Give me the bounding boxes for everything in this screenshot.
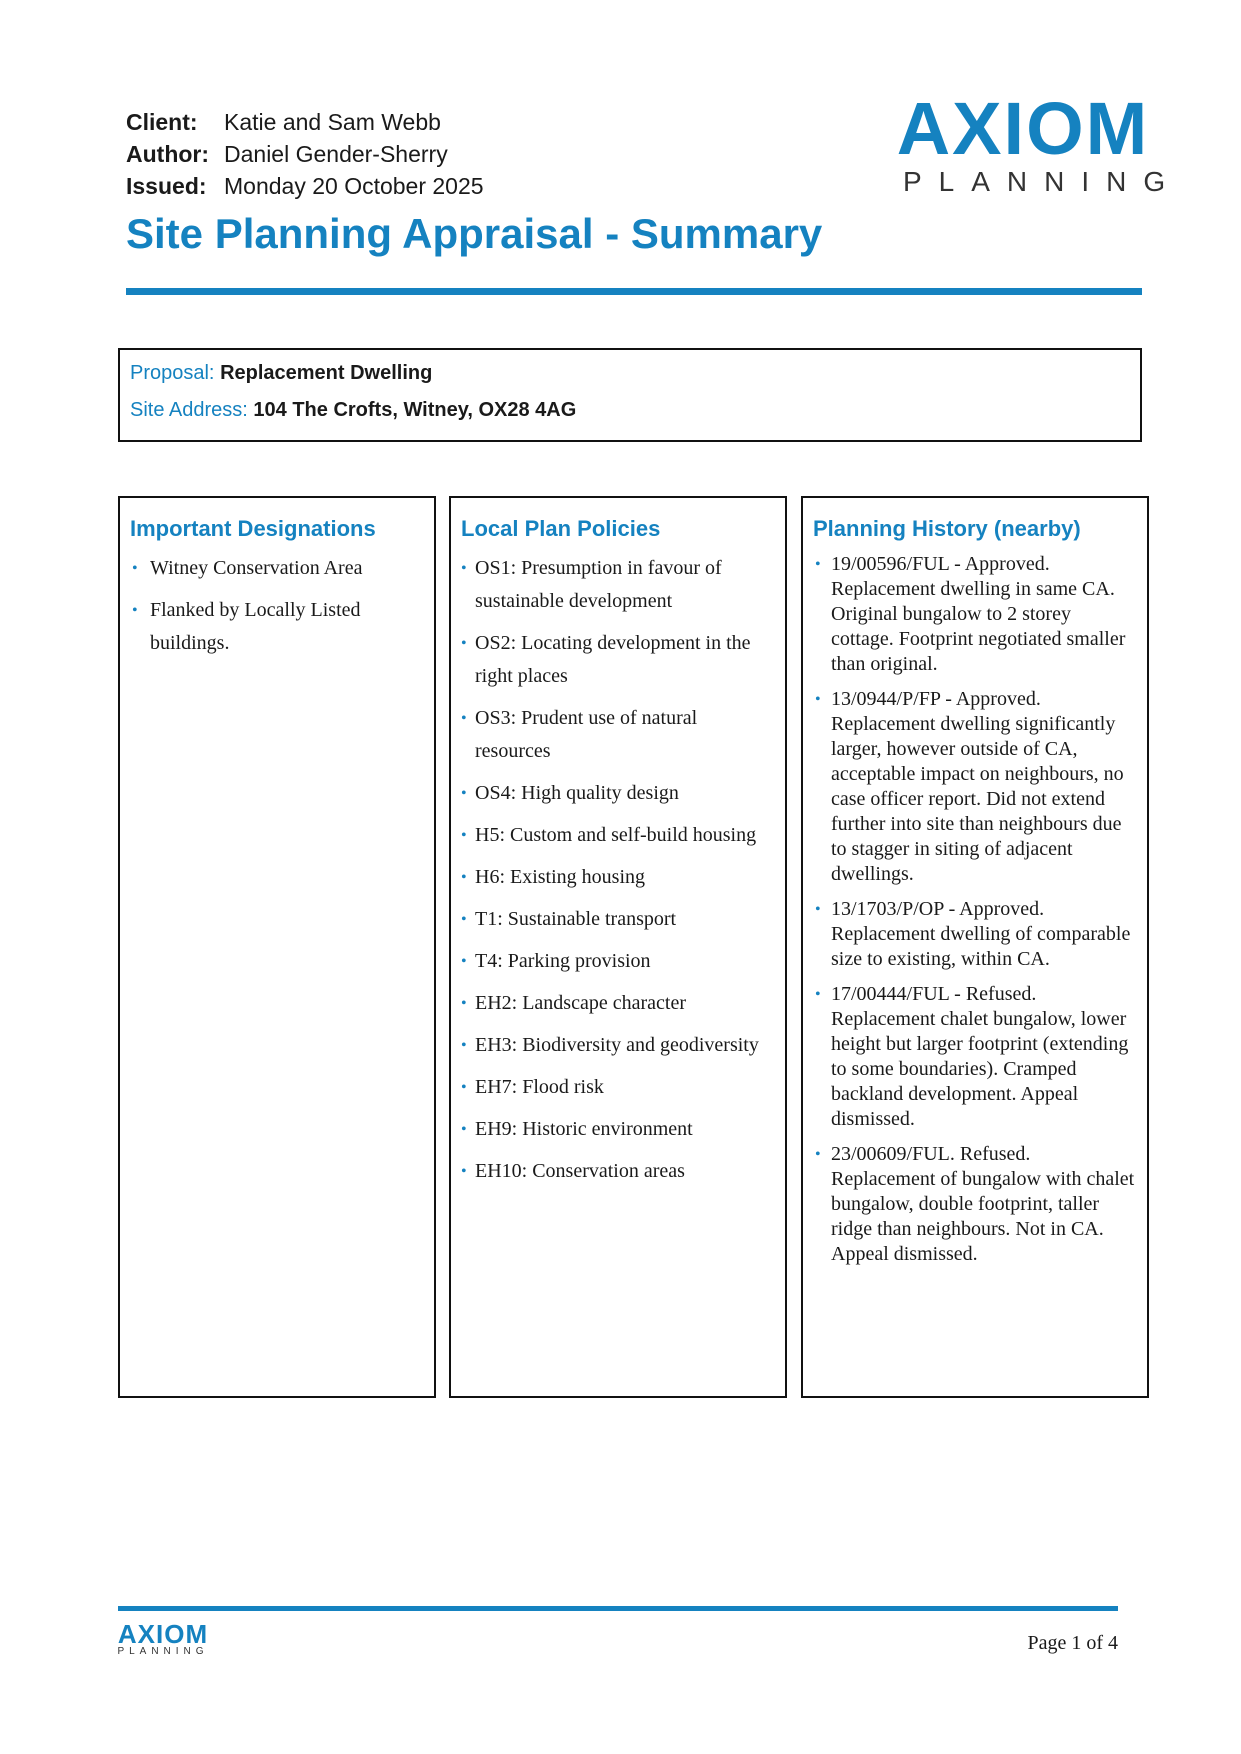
list-item: • Witney Conservation Area [130,552,424,585]
list-item: • EH10: Conservation areas [461,1155,775,1188]
list-item: • OS2: Locating development in the right places [461,627,775,693]
footer-logo-subtitle: PLANNING [117,1646,209,1657]
list-item: • T1: Sustainable transport [461,903,775,936]
issued-value: Monday 20 October 2025 [224,173,484,199]
list-item: • 17/00444/FUL - Refused. Replacement chalet bungalow, lower height but larger footprint (extending to some boundaries). Cramped backland development. Appeal dismissed. [813,982,1137,1132]
client-label: Client: [126,109,198,135]
address-label: Site Address: [130,399,248,421]
list-item: • EH2: Landscape character [461,987,775,1020]
designations-panel [118,496,436,1398]
axiom-logo [893,87,1183,198]
list-item: • H5: Custom and self-build housing [461,819,775,852]
designations-list [130,552,424,660]
header-divider [126,288,1142,295]
address-line [130,399,1130,422]
list-item: • T4: Parking provision [461,945,775,978]
page-number: Page 1 of 4 [1027,1632,1118,1654]
client-value: Katie and Sam Webb [224,109,441,135]
designations-heading: Important Designations [130,516,376,541]
proposal-box [118,348,1142,442]
list-item: • OS4: High quality design [461,777,775,810]
policies-heading: Local Plan Policies [461,516,661,541]
list-item: • OS3: Prudent use of natural resources [461,702,775,768]
client-row [126,106,484,138]
proposal-label: Proposal: [130,362,215,384]
policies-panel [449,496,787,1398]
policies-list [461,552,775,1188]
history-heading: Planning History (nearby) [813,516,1081,541]
proposal-value: Replacement Dwelling [220,362,433,384]
issued-label: Issued: [126,173,207,199]
proposal-line [130,362,1130,385]
history-panel [801,496,1149,1398]
footer-logo [117,1619,209,1657]
footer-logo-wordmark: AXIOM [117,1619,209,1649]
list-item: • EH3: Biodiversity and geodiversity [461,1029,775,1062]
list-item: • OS1: Presumption in favour of sustainable development [461,552,775,618]
page-title: Site Planning Appraisal - Summary [126,210,823,257]
list-item: • H6: Existing housing [461,861,775,894]
issued-row [126,170,484,202]
footer-divider [118,1606,1118,1611]
history-list [813,552,1137,1267]
author-row [126,138,484,170]
list-item: • 19/00596/FUL - Approved. Replacement dwelling in same CA. Original bungalow to 2 storey cottage. Footprint negotiated smaller than original. [813,552,1137,677]
author-label: Author: [126,141,210,167]
list-item: • Flanked by Locally Listed buildings. [130,594,424,660]
list-item: • 13/0944/P/FP - Approved. Replacement dwelling significantly larger, however outside of CA, acceptable impact on neighbours, no case officer report. Did not extend further into site than neighbours due to stagger in siting of adjacent dwellings. [813,687,1137,887]
list-item: • EH7: Flood risk [461,1071,775,1104]
list-item: • 23/00609/FUL. Refused. Replacement of bungalow with chalet bungalow, double footprint, taller ridge than neighbours. Not in CA. Appeal dismissed. [813,1142,1137,1267]
list-item: • EH9: Historic environment [461,1113,775,1146]
author-value: Daniel Gender-Sherry [224,141,448,167]
address-value: 104 The Crofts, Witney, OX28 4AG [253,399,577,421]
list-item: • 13/1703/P/OP - Approved. Replacement dwelling of comparable size to existing, within CA. [813,897,1137,972]
document-meta [126,106,484,202]
logo-subtitle: PLANNING [903,166,1183,197]
logo-wordmark: AXIOM [896,87,1150,170]
